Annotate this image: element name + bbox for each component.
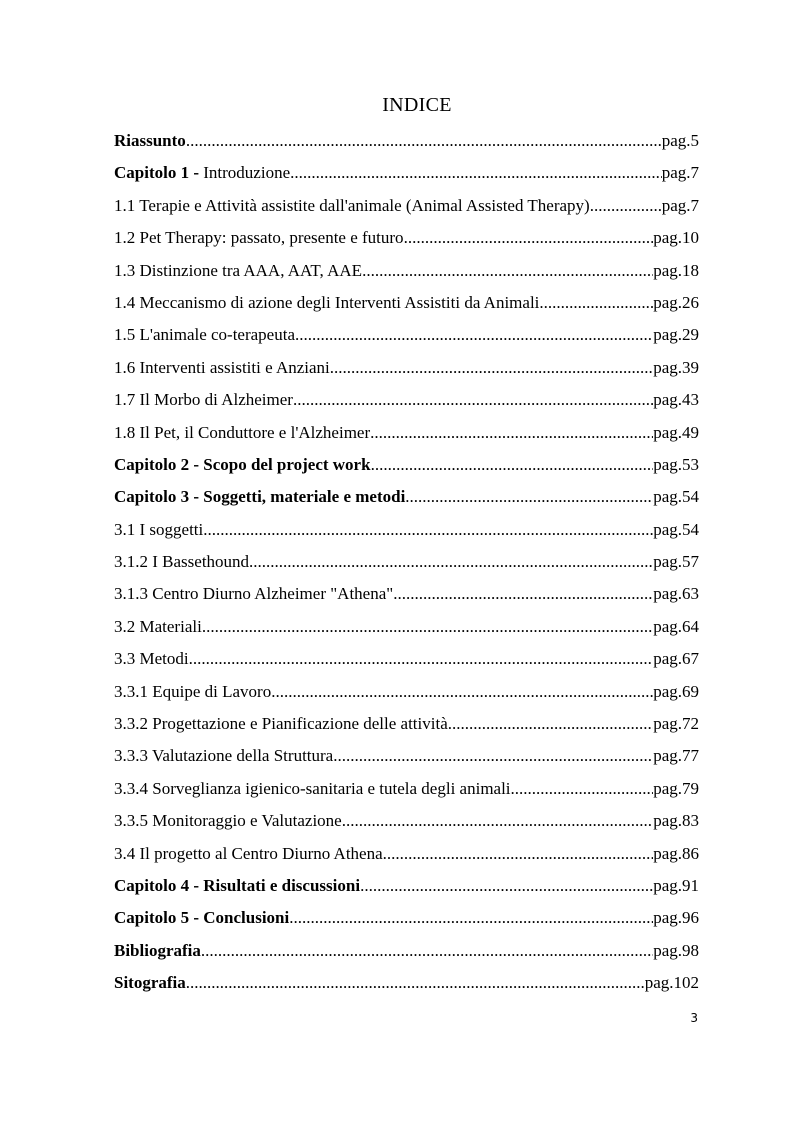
- toc-leader-dots: [249, 552, 653, 572]
- toc-entry-page: pag.67: [653, 649, 699, 669]
- toc-entry-label: 1.5 L'animale co-terapeuta: [114, 325, 295, 345]
- toc-entry-page: pag.96: [653, 908, 699, 928]
- toc-entry-page: pag.79: [653, 778, 699, 798]
- toc-entry-page: pag.64: [653, 616, 699, 636]
- toc-entry-page: pag.77: [653, 746, 699, 766]
- toc-entry-page: pag.10: [653, 228, 699, 248]
- toc-leader-dots: [342, 811, 653, 831]
- toc-entry: [114, 228, 699, 260]
- toc-leader-dots: [202, 617, 653, 637]
- toc-entry: [114, 520, 699, 552]
- toc-entry-page: pag.57: [653, 552, 699, 572]
- toc-leader-dots: [189, 649, 654, 669]
- toc-entry-label: 3.3.3 Valutazione della Struttura: [114, 746, 334, 766]
- toc-entry-label: 1.6 Interventi assistiti e Anziani: [114, 357, 330, 377]
- toc-entry: [114, 423, 699, 455]
- toc-entry-label: Capitolo 2 - Scopo del project work: [114, 454, 371, 474]
- toc-entry-label: Sitografia: [114, 973, 186, 993]
- toc-leader-dots: [360, 876, 653, 896]
- toc-entry: [114, 196, 699, 228]
- page-title: INDICE: [382, 94, 452, 116]
- toc-entry-label-bold-part: Capitolo 1 -: [114, 163, 204, 183]
- toc-leader-dots: [370, 423, 653, 443]
- toc-entry-label: Capitolo 4 - Risultati e discussioni: [114, 875, 361, 895]
- toc-entry-label: Bibliografia: [114, 940, 201, 960]
- toc-entry-label: 3.1.3 Centro Diurno Alzheimer "Athena": [114, 584, 394, 604]
- toc-leader-dots: [295, 325, 653, 345]
- toc-entry: [114, 131, 699, 163]
- toc-entry-page: pag.98: [653, 940, 699, 960]
- toc-entry-page: pag.18: [653, 260, 699, 280]
- toc-entry-label: 3.1 I soggetti: [114, 519, 204, 539]
- toc-entry: [114, 293, 699, 325]
- toc-entry-label: 1.7 Il Morbo di Alzheimer: [114, 390, 293, 410]
- toc-entry-page: pag.53: [653, 454, 699, 474]
- toc-entry: [114, 941, 699, 973]
- toc-leader-dots: [393, 584, 653, 604]
- table-of-contents: [114, 131, 699, 1006]
- toc-leader-dots: [330, 358, 653, 378]
- toc-entry-page: pag.7: [661, 195, 699, 215]
- toc-leader-dots: [590, 196, 662, 216]
- toc-entry-page: pag.29: [653, 325, 699, 345]
- toc-leader-dots: [539, 293, 653, 313]
- toc-entry-label: 3.4 Il progetto al Centro Diurno Athena: [114, 843, 383, 863]
- toc-leader-dots: [383, 844, 654, 864]
- toc-entry-label: 1.3 Distinzione tra AAA, AAT, AAE: [114, 260, 363, 280]
- toc-entry-label: 1.1 Terapie e Attività assistite dall'animale (Animal Assisted Therapy): [114, 195, 590, 215]
- toc-entry-page: pag.102: [644, 973, 699, 993]
- toc-leader-dots: [448, 714, 653, 734]
- toc-entry-label: 3.3.5 Monitoraggio e Valutazione: [114, 811, 342, 831]
- toc-entry: [114, 714, 699, 746]
- toc-entry-page: pag.72: [653, 714, 699, 734]
- toc-entry: [114, 682, 699, 714]
- toc-entry-page: pag.5: [661, 131, 699, 150]
- toc-entry-label: 3.3.1 Equipe di Lavoro: [114, 681, 272, 701]
- toc-entry: [114, 908, 699, 940]
- toc-entry-page: pag.86: [653, 843, 699, 863]
- toc-entry-page: pag.54: [653, 519, 699, 539]
- toc-entry-label: 1.4 Meccanismo di azione degli Interventi Assistiti da Animali: [114, 292, 540, 312]
- toc-entry: [114, 390, 699, 422]
- toc-entry-page: pag.54: [653, 487, 699, 507]
- toc-entry: [114, 973, 699, 1005]
- toc-entry-label: 3.3 Metodi: [114, 649, 189, 669]
- toc-entry: [114, 649, 699, 681]
- toc-entry: [114, 617, 699, 649]
- toc-entry: [114, 325, 699, 357]
- toc-leader-dots: [201, 941, 653, 961]
- toc-leader-dots: [186, 131, 662, 151]
- toc-leader-dots: [203, 520, 653, 540]
- toc-entry-page: pag.26: [653, 292, 699, 312]
- toc-leader-dots: [293, 390, 653, 410]
- toc-entry: [114, 584, 699, 616]
- toc-entry: [114, 811, 699, 843]
- toc-leader-dots: [271, 682, 653, 702]
- toc-leader-dots: [371, 455, 654, 475]
- toc-entry-label: 3.2 Materiali: [114, 616, 202, 636]
- toc-entry-label-rest: Introduzione: [203, 163, 291, 183]
- toc-entry-label: 1.8 Il Pet, il Conduttore e l'Alzheimer: [114, 422, 371, 442]
- toc-entry-label: 3.3.2 Progettazione e Pianificazione delle attività: [114, 714, 448, 734]
- toc-leader-dots: [404, 228, 654, 248]
- toc-leader-dots: [289, 908, 653, 928]
- toc-entry-page: pag.43: [653, 390, 699, 410]
- toc-leader-dots: [290, 163, 662, 183]
- toc-entry-label: 3.3.4 Sorveglianza igienico-sanitaria e tutela degli animali: [114, 778, 511, 798]
- toc-entry-label: 1.2 Pet Therapy: passato, presente e futuro: [114, 228, 404, 248]
- toc-entry: [114, 261, 699, 293]
- toc-leader-dots: [333, 746, 653, 766]
- toc-entry: [114, 876, 699, 908]
- toc-leader-dots: [405, 487, 653, 507]
- toc-entry-page: pag.7: [661, 163, 699, 183]
- toc-entry: [114, 779, 699, 811]
- toc-entry: [114, 552, 699, 584]
- toc-entry-label: Capitolo 5 - Conclusioni: [114, 908, 290, 928]
- toc-leader-dots: [186, 973, 645, 993]
- toc-entry-label: 3.1.2 I Bassethound: [114, 552, 250, 572]
- toc-entry-label: Riassunto: [114, 131, 186, 150]
- toc-entry-page: pag.63: [653, 584, 699, 604]
- toc-leader-dots: [362, 261, 653, 281]
- toc-entry-label: Capitolo 3 - Soggetti, materiale e metodi: [114, 487, 406, 507]
- toc-leader-dots: [511, 779, 654, 799]
- toc-entry-page: pag.49: [653, 422, 699, 442]
- toc-entry-page: pag.83: [653, 811, 699, 831]
- toc-entry: [114, 358, 699, 390]
- toc-entry: [114, 163, 699, 195]
- toc-entry: [114, 844, 699, 876]
- toc-entry-page: pag.91: [653, 875, 699, 895]
- toc-entry-page: pag.39: [653, 357, 699, 377]
- toc-entry: [114, 455, 699, 487]
- toc-entry: [114, 487, 699, 519]
- toc-entry-label: [114, 163, 290, 183]
- toc-entry: [114, 746, 699, 778]
- toc-entry-page: pag.69: [653, 681, 699, 701]
- page-number: 3: [690, 1011, 698, 1025]
